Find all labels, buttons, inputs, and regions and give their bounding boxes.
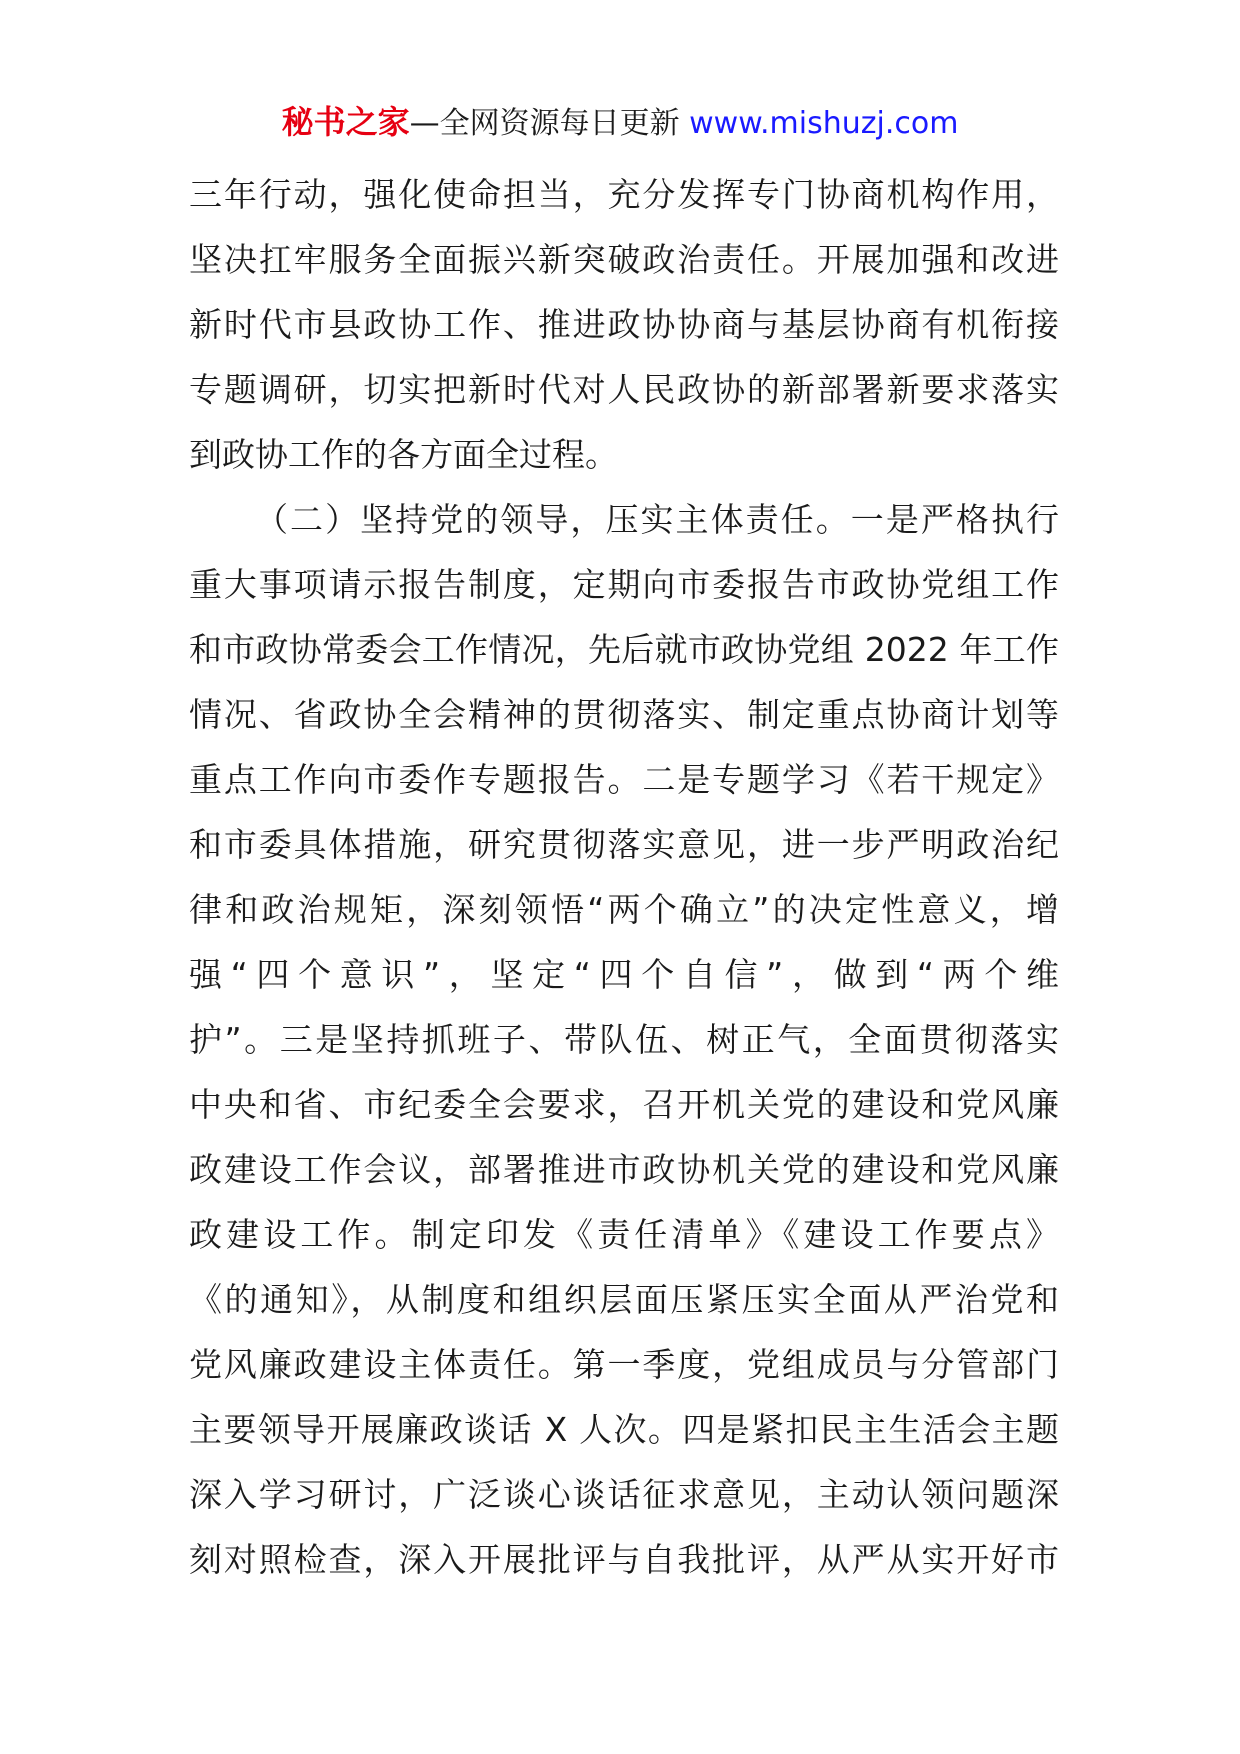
- body-line: 新时代市县政协工作、推进政协协商与基层协商有机衔接: [189, 305, 1059, 344]
- body-line: 坚决扛牢服务全面振兴新突破政治责任。开展加强和改进: [189, 240, 1059, 279]
- site-url-link[interactable]: www.mishuzj.com: [689, 106, 959, 141]
- body-line: 重大事项请示报告制度，定期向市委报告市政协党组工作: [189, 565, 1059, 604]
- body-line: 强“四个意识”，坚定“四个自信”，做到“两个维: [189, 955, 1059, 994]
- body-line: 刻对照检查，深入开展批评与自我批评，从严从实开好市: [189, 1540, 1059, 1579]
- body-line: 政建设工作。制定印发《责任清单》《建设工作要点》: [189, 1215, 1059, 1254]
- section-heading-line: （二）坚持党的领导，压实主体责任。一是严格执行: [255, 500, 1059, 539]
- body-line: 中央和省、市纪委全会要求，召开机关党的建设和党风廉: [189, 1085, 1059, 1124]
- body-line: 和市委具体措施，研究贯彻落实意见，进一步严明政治纪: [189, 825, 1059, 864]
- site-header: [0, 100, 1240, 146]
- body-line: 和市政协常委会工作情况，先后就市政协党组 2022 年工作: [189, 630, 1059, 669]
- body-line: 党风廉政建设主体责任。第一季度，党组成员与分管部门: [189, 1345, 1059, 1384]
- body-line: 主要领导开展廉政谈话 X 人次。四是紧扣民主生活会主题: [189, 1410, 1059, 1449]
- document-body: [189, 162, 1059, 1592]
- body-line: 重点工作向市委作专题报告。二是专题学习《若干规定》: [189, 760, 1059, 799]
- body-line: 政建设工作会议，部署推进市政协机关党的建设和党风廉: [189, 1150, 1059, 1189]
- site-brand: 秘书之家: [281, 103, 410, 141]
- body-line: 律和政治规矩，深刻领悟“两个确立”的决定性意义，增: [189, 890, 1059, 929]
- body-line: 护”。三是坚持抓班子、带队伍、树正气，全面贯彻落实: [189, 1020, 1059, 1059]
- body-line: 三年行动，强化使命担当，充分发挥专门协商机构作用，: [189, 175, 1059, 214]
- site-tagline: —全网资源每日更新: [409, 106, 680, 141]
- body-line: 专题调研，切实把新时代对人民政协的新部署新要求落实: [189, 370, 1059, 409]
- body-line: 深入学习研讨，广泛谈心谈话征求意见，主动认领问题深: [189, 1475, 1059, 1514]
- body-line: 情况、省政协全会精神的贯彻落实、制定重点协商计划等: [189, 695, 1059, 734]
- body-line: 到政协工作的各方面全过程。: [189, 435, 618, 474]
- body-line: 《的通知》，从制度和组织层面压紧压实全面从严治党和: [189, 1280, 1059, 1319]
